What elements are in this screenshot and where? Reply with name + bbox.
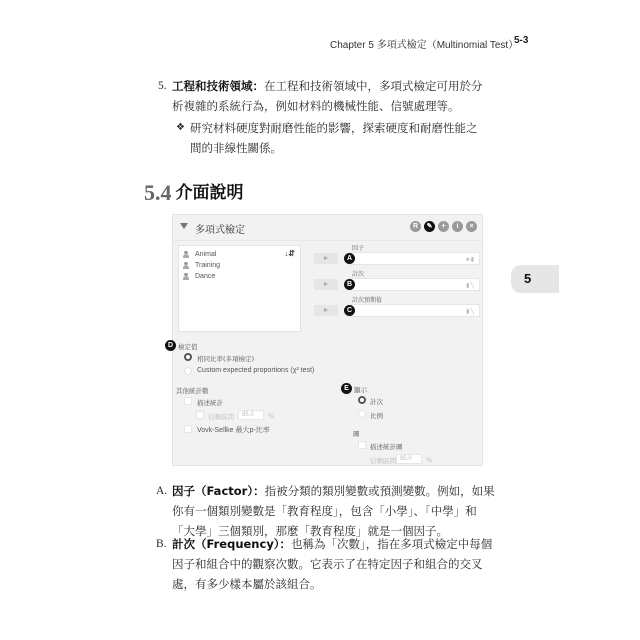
r-syntax-icon[interactable]: R [410, 221, 421, 232]
proportions-label: 比例 [370, 412, 383, 420]
custom-proportions-radio[interactable] [184, 367, 192, 375]
multinomial-test-panel [167, 214, 483, 466]
section-heading [144, 180, 244, 206]
descriptives-plot-label: 描述統計圖 [370, 443, 403, 451]
annotation-badge: E [341, 383, 352, 394]
allowed-type-icons: ▮╲ [466, 309, 475, 315]
vovk-sellke-checkbox[interactable] [184, 425, 192, 433]
annotation-badge: A [344, 253, 355, 264]
variable-name: Animal [195, 250, 217, 258]
descriptives-plot-checkbox[interactable] [358, 441, 366, 449]
nominal-variable-icon [183, 251, 189, 258]
item-number: 5. [158, 80, 167, 92]
slot-label: 因子 [352, 245, 365, 252]
ci-checkbox[interactable] [196, 411, 204, 419]
ci-label: 信賴區間 [208, 413, 234, 421]
item-term: 工程和技術領域： [172, 79, 264, 93]
item-body [172, 534, 496, 594]
section-number: 5.4 [144, 180, 172, 205]
intro-bullet [176, 118, 488, 158]
nominal-variable-icon [183, 273, 189, 280]
variable-list[interactable] [178, 245, 301, 332]
variable-name: Training [195, 261, 221, 269]
section-title: 介面說明 [175, 183, 244, 203]
item-term: 因子（Factor）： [172, 484, 265, 498]
expected-counts-drop-box[interactable] [349, 304, 480, 317]
slot-label: 計次 [352, 271, 365, 278]
annotation-badge: B [344, 279, 355, 290]
test-values-label: 檢定值 [178, 343, 198, 351]
bullet-text: 研究材料硬度對耐磨性能的影響，探索硬度和耐磨性能之間的非線性關係。 [190, 121, 478, 155]
item-term: 計次（Frequency）： [172, 537, 292, 551]
sort-icon[interactable]: ↓⇵ [284, 249, 295, 258]
variable-item[interactable] [179, 260, 300, 270]
plots-label: 圖 [353, 430, 360, 438]
item-letter: B. [156, 538, 167, 550]
equal-proportions-label: 相同比率(多項檢定) [197, 355, 255, 363]
counts-drop-box[interactable] [349, 278, 480, 291]
item-text: 在工程和技術領域中，多項式檢定可用於分析複雜的系統行為，例如材料的機械性能、信號處理等。 [172, 79, 483, 113]
variable-name: Dance [195, 272, 216, 280]
allowed-type-icons: ▮╲ [466, 283, 475, 289]
vovk-sellke-label: Vovk-Sellke 最大p-比率 [197, 427, 270, 434]
factor-drop-box[interactable] [349, 252, 480, 265]
chapter-thumb-tab [511, 265, 559, 293]
descriptives-label: 描述統計 [197, 399, 223, 407]
counts-radio[interactable] [358, 396, 366, 404]
item-body [172, 76, 488, 116]
item-letter: A. [156, 485, 168, 497]
variable-item[interactable] [179, 249, 300, 259]
additional-stats-label: 其他統計數 [176, 387, 209, 395]
chapter-tab-number: 5 [524, 271, 532, 286]
nominal-variable-icon [183, 262, 189, 269]
move-arrow-button[interactable] [314, 253, 338, 264]
item-text: 指被分類的類別變數或預測變數。例如，如果你有一個類別變數是「教育程度」，包含「小學」、「中學」和「大學」三個類別，那麼「教育程度」就是一個因子。 [172, 484, 495, 538]
descriptives-checkbox[interactable] [184, 397, 192, 405]
running-head: Chapter 5 多項式檢定（Multinomial Test） [330, 40, 519, 51]
custom-proportions-label: Custom expected proportions (χ² test) [197, 367, 315, 374]
collapse-triangle-icon[interactable] [180, 223, 188, 229]
intro-item-5 [158, 76, 488, 116]
description-item-b [156, 534, 496, 594]
move-arrow-button[interactable] [314, 305, 338, 316]
panel-title: 多項式檢定 [195, 225, 245, 236]
allowed-type-icons: ♣▮ [465, 257, 475, 263]
close-icon[interactable]: × [466, 221, 477, 232]
annotation-badge: D [165, 340, 176, 351]
proportions-radio[interactable] [358, 410, 366, 418]
ci-value-input[interactable]: 95.0 [238, 410, 264, 420]
item-text: 也稱為「次數」，指在多項式檢定中每個因子和組合中的觀察次數。它表示了在特定因子和組合的交叉處，有多少樣本屬於該組合。 [172, 537, 493, 591]
annotation-badge: C [344, 305, 355, 316]
variable-item[interactable] [179, 271, 300, 281]
plot-ci-value-input[interactable]: 95.0 [396, 454, 422, 464]
move-arrow-button[interactable] [314, 279, 338, 290]
edit-pencil-icon[interactable]: ✎ [424, 221, 435, 232]
equal-proportions-radio[interactable] [184, 353, 192, 361]
display-label: 顯示 [354, 386, 367, 394]
info-icon[interactable]: i [452, 221, 463, 232]
plot-ci-unit: % [426, 456, 433, 464]
plot-ci-label: 信賴區間 [370, 457, 396, 465]
ci-unit: % [268, 412, 275, 420]
item-body [172, 481, 496, 541]
duplicate-plus-icon[interactable]: + [438, 221, 449, 232]
diamond-bullet-icon: ❖ [176, 122, 185, 133]
panel-header-icons [410, 221, 477, 232]
panel-header[interactable] [173, 215, 482, 241]
description-item-a [156, 481, 496, 541]
slot-label: 計次預期值 [352, 297, 383, 304]
page-number: 5-3 [514, 35, 529, 46]
counts-label: 計次 [370, 398, 383, 406]
